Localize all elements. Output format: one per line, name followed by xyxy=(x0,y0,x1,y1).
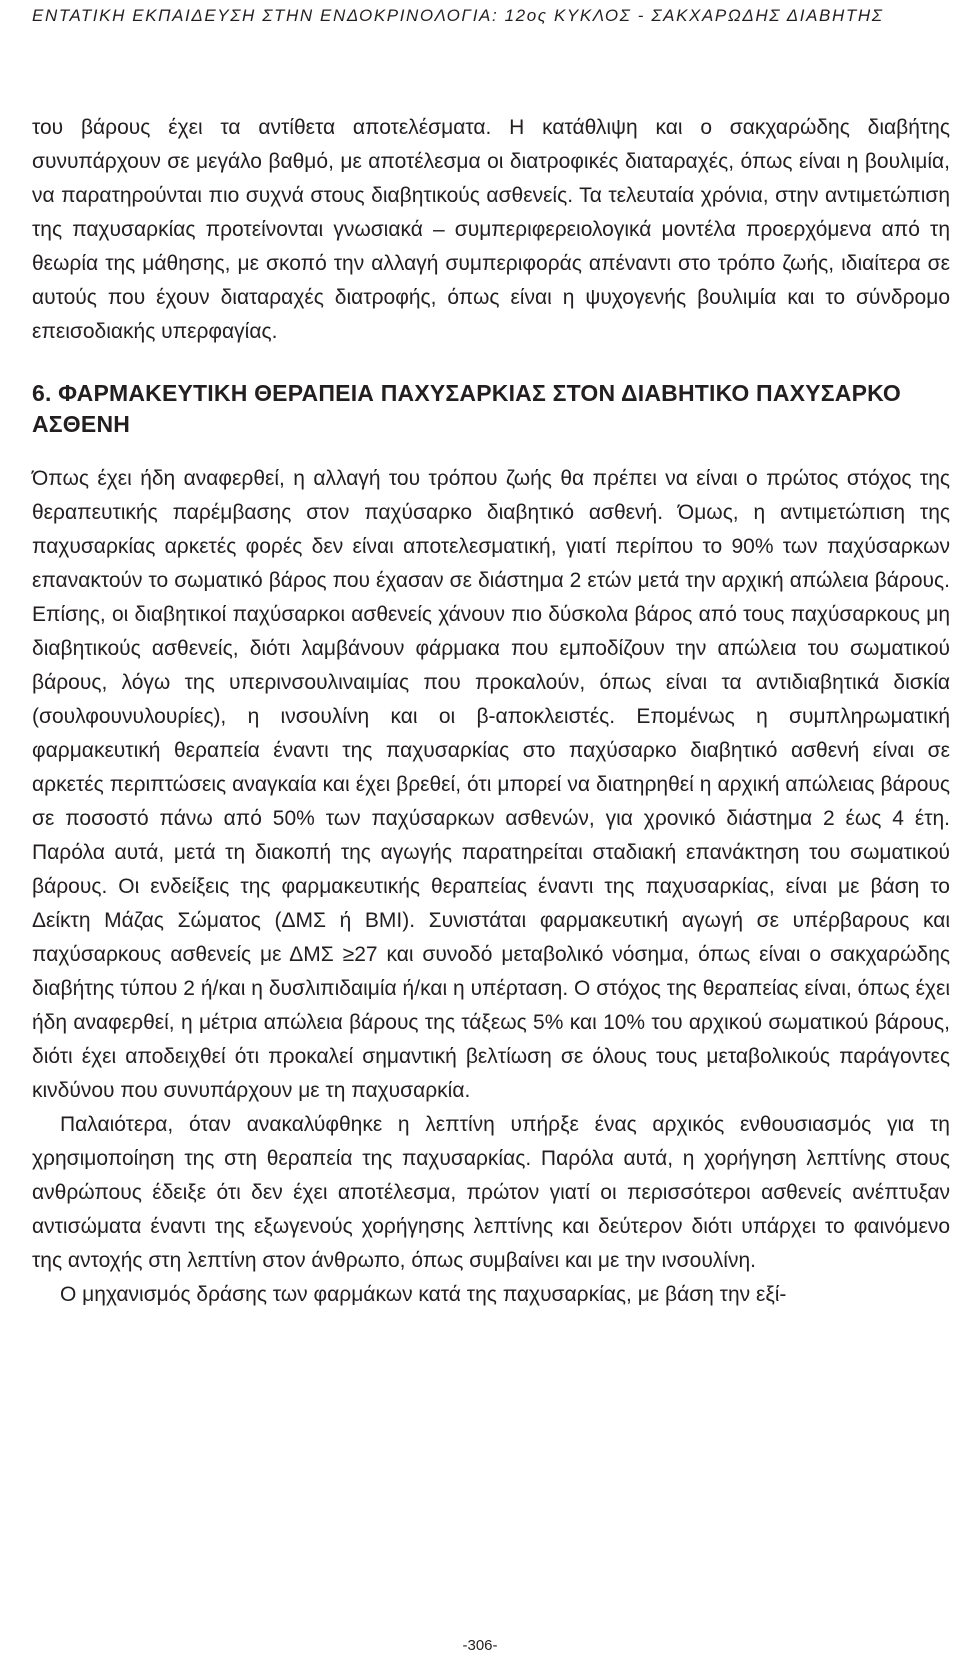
body-paragraph: του βάρους έχει τα αντίθετα αποτελέσματα. Η κατάθλιψη και ο σακχαρώδης διαβήτης συνυπάρχουν σε μεγάλο βαθμό, με αποτέλεσμα οι διατροφικές διαταραχές, όπως είναι η βουλιμία, να παρατηρούνται πιο συχνά στους διαβητικούς ασθενείς. Τα τελευταία χρόνια, στην αντιμετώπιση της παχυσαρκίας προτείνονται γνωσιακά – συμπεριφερειολογικά μοντέλα προερχόμενα από τη θεωρία της μάθησης, με σκοπό την αλλαγή συμπεριφοράς απέναντι στο τρόπο ζωής, ιδιαίτερα σε αυτούς που έχουν διαταραχές διατροφής, όπως είναι η ψυχογενής βουλιμία και το σύνδρομο επεισοδιακής υπερφαγίας. xyxy=(32,116,950,343)
page-number: -306- xyxy=(462,1637,498,1654)
body-paragraph: Ο μηχανισμός δράσης των φαρμάκων κατά της παχυσαρκίας, με βάση την εξί- xyxy=(60,1283,787,1306)
section-heading: 6. ΦΑΡΜΑΚΕΥΤΙΚΗ ΘΕΡΑΠΕΙΑ ΠΑΧΥΣΑΡΚΙΑΣ ΣΤΟΝ ΔΙΑΒΗΤΙΚΟ ΠΑΧΥΣΑΡΚΟ ΑΣΘΕΝΗ xyxy=(32,380,901,437)
running-header: ΕΝΤΑΤΙΚΗ ΕΚΠΑΙΔΕΥΣΗ ΣΤΗΝ ΕΝΔΟΚΡΙΝΟΛΟΓΙΑ: 12ος ΚΥΚΛΟΣ - ΣΑΚΧΑΡΩΔΗΣ ΔΙΑΒΗΤΗΣ xyxy=(32,6,884,25)
body-paragraph: Παλαιότερα, όταν ανακαλύφθηκε η λεπτίνη υπήρξε ένας αρχικός ενθουσιασμός για τη χρησιμοποίηση της στη θεραπεία της παχυσαρκίας. Παρόλα αυτά, η χορήγηση λεπτίνης στους ανθρώπους έδειξε ότι δεν έχει αποτέλεσμα, πρώτον γιατί οι περισσότεροι ασθενείς ανέπτυξαν αντισώματα έναντι της εξωγενούς χορήγησης λεπτίνης και δεύτερον διότι υπάρχει το φαινόμενο της αντοχής στη λεπτίνη στον άνθρωπο, όπως συμβαίνει και με την ινσουλίνη. xyxy=(32,1113,950,1272)
page-body xyxy=(32,111,950,1312)
body-paragraph: Όπως έχει ήδη αναφερθεί, η αλλαγή του τρόπου ζωής θα πρέπει να είναι ο πρώτος στόχος της θεραπευτικής παρέμβασης στον παχύσαρκο διαβητικό ασθενή. Όμως, η αντιμετώπιση της παχυσαρκίας αρκετές φορές δεν είναι αποτελεσματική, γιατί περίπου το 90% των παχύσαρκων επανακτούν το σωματικό βάρος που έχασαν σε διάστημα 2 ετών μετά την αρχική απώλεια βάρους. Επίσης, οι διαβητικοί παχύσαρκοι ασθενείς χάνουν πιο δύσκολα βάρος από τους παχύσαρκους μη διαβητικούς ασθενείς, διότι λαμβάνουν φάρμακα που εμποδίζουν την απώλεια του σωματικού βάρους, λόγω της υπερινσουλιναιμίας που προκαλούν, όπως είναι τα αντιδιαβητικά δισκία (σουλφουνυλουρίες), η ινσουλίνη και οι β-αποκλειστές. Επομένως η συμπληρωματική φαρμακευτική θεραπεία έναντι της παχυσαρκίας στο παχύσαρκο διαβητικό ασθενή είναι σε αρκετές περιπτώσεις αναγκαία και έχει βρεθεί, ότι μπορεί να διατηρηθεί η αρχική απώλειας βάρους σε ποσοστό πάνω από 50% των παχύσαρκων ασθενών, για χρονικό διάστημα 2 έως 4 έτη. Παρόλα αυτά, μετά τη διακοπή της αγωγής παρατηρείται σταδιακή επανάκτηση του σωματικού βάρους. Οι ενδείξεις της φαρμακευτικής θεραπείας έναντι της παχυσαρκίας, είναι με βάση το Δείκτη Μάζας Σώματος (ΔΜΣ ή BMI). Συνιστάται φαρμακευτική αγωγή σε υπέρβαρους και παχύσαρκους ασθενείς με ΔΜΣ ≥27 και συνοδό μεταβολικό νόσημα, όπως είναι ο σακχαρώδης διαβήτης τύπου 2 ή/και η δυσλιπιδαιμία ή/και η υπέρταση. Ο στόχος της θεραπείας είναι, όπως έχει ήδη αναφερθεί, η μέτρια απώλεια βάρους της τάξεως 5% και 10% του αρχικού σωματικού βάρους, διότι έχει αποδειχθεί ότι προκαλεί σημαντική βελτίωση σε όλους τους μεταβολικούς παράγοντες κινδύνου που συνυπάρχουν με τη παχυσαρκία. xyxy=(32,467,950,1102)
